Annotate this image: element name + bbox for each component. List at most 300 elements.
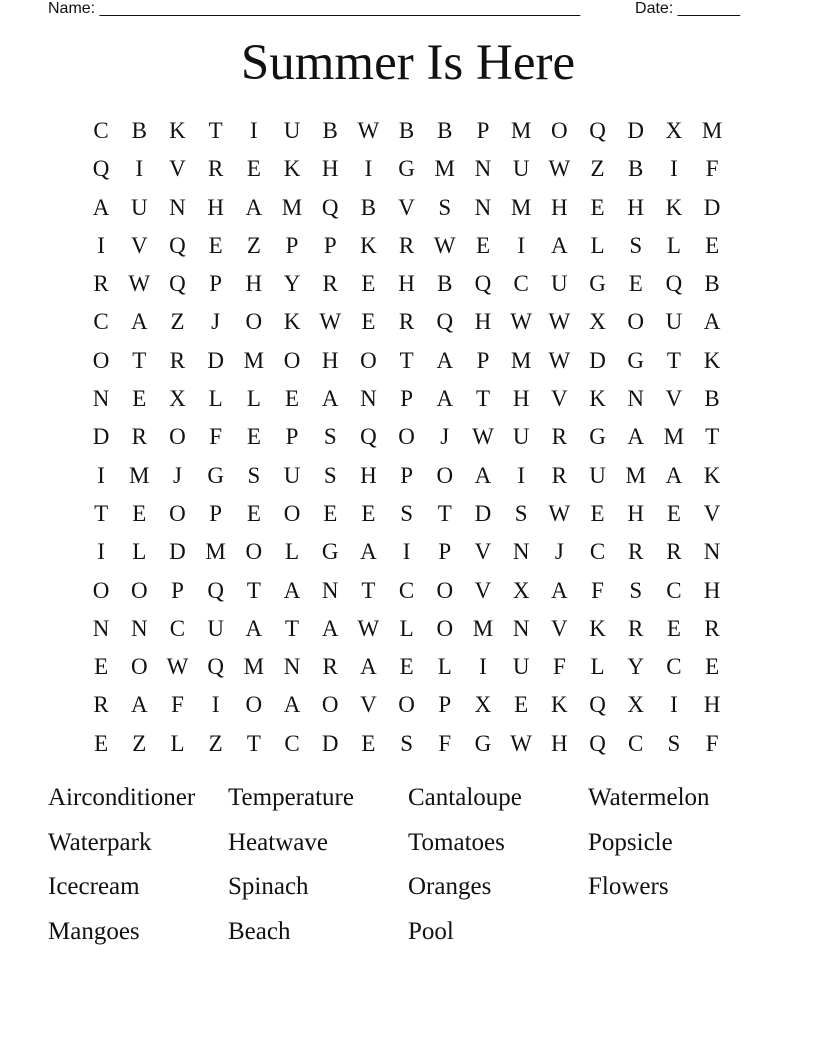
grid-cell[interactable]: U xyxy=(207,615,224,641)
grid-cell[interactable]: P xyxy=(323,232,337,258)
grid-cell[interactable]: Q xyxy=(360,424,377,450)
grid-cell[interactable]: O xyxy=(245,309,263,335)
grid-cell[interactable]: R xyxy=(131,424,147,450)
grid-cell[interactable]: A xyxy=(474,462,492,488)
grid-cell[interactable]: V xyxy=(398,194,415,220)
grid-cell[interactable]: L xyxy=(170,730,185,756)
grid-cell[interactable]: I xyxy=(364,156,373,182)
grid-cell[interactable]: N xyxy=(627,386,645,412)
grid-cell[interactable]: R xyxy=(704,615,720,641)
grid-cell[interactable]: D xyxy=(321,730,339,756)
grid-cell[interactable]: S xyxy=(400,730,413,756)
grid-cell[interactable]: R xyxy=(322,654,338,680)
grid-cell[interactable]: X xyxy=(589,309,606,335)
grid-cell[interactable]: P xyxy=(400,462,413,488)
grid-cell[interactable]: V xyxy=(474,539,492,565)
grid-cell[interactable]: N xyxy=(512,615,530,641)
grid-cell[interactable]: R xyxy=(169,347,186,373)
grid-cell[interactable]: Z xyxy=(170,309,185,335)
grid-cell[interactable]: D xyxy=(474,500,492,526)
grid-cell[interactable]: J xyxy=(172,462,182,488)
grid-cell[interactable]: M xyxy=(625,462,646,488)
grid-cell[interactable]: V xyxy=(665,386,683,412)
grid-cell[interactable]: O xyxy=(283,347,301,373)
grid-cell[interactable]: G xyxy=(474,730,492,756)
date-field[interactable]: Date: _______ xyxy=(635,0,740,17)
grid-cell[interactable]: I xyxy=(402,539,411,565)
grid-cell[interactable]: W xyxy=(357,615,380,641)
grid-cell[interactable]: T xyxy=(705,424,720,450)
grid-cell[interactable]: M xyxy=(701,118,723,143)
grid-cell[interactable]: S xyxy=(514,500,528,526)
grid-cell[interactable]: C xyxy=(93,309,109,335)
grid-cell[interactable]: J xyxy=(554,539,564,565)
grid-cell[interactable]: I xyxy=(250,118,258,143)
grid-cell[interactable]: G xyxy=(627,347,645,373)
grid-cell[interactable]: T xyxy=(285,615,300,641)
grid-cell[interactable]: A xyxy=(360,539,377,565)
grid-cell[interactable]: S xyxy=(667,730,681,756)
grid-cell[interactable]: W xyxy=(548,500,571,526)
grid-cell[interactable]: L xyxy=(246,386,261,412)
grid-cell[interactable]: A xyxy=(92,194,110,220)
grid-cell[interactable]: T xyxy=(399,347,414,373)
grid-cell[interactable]: O xyxy=(130,654,148,680)
grid-row xyxy=(82,227,732,265)
grid-cell[interactable]: N xyxy=(321,577,339,603)
grid-cell[interactable]: B xyxy=(704,386,720,412)
grid-cell[interactable]: E xyxy=(666,615,681,641)
grid-cell[interactable]: S xyxy=(629,577,643,603)
grid-cell[interactable]: O xyxy=(245,692,263,718)
grid-cell[interactable]: O xyxy=(169,424,186,450)
grid-cell[interactable]: K xyxy=(703,462,721,488)
grid-cell[interactable]: N xyxy=(703,539,721,565)
grid-cell[interactable]: P xyxy=(171,577,184,603)
grid-cell[interactable]: I xyxy=(97,232,105,258)
grid-cell[interactable]: E xyxy=(323,500,338,526)
grid-cell[interactable]: U xyxy=(283,118,301,143)
grid-cell[interactable]: N xyxy=(92,386,110,412)
grid-cell[interactable]: O xyxy=(360,347,377,373)
grid-cell[interactable]: L xyxy=(666,232,681,258)
grid-cell[interactable]: E xyxy=(705,654,720,680)
grid-cell[interactable]: H xyxy=(321,156,339,182)
grid-cell[interactable]: Q xyxy=(589,730,606,756)
grid-cell[interactable]: Q xyxy=(589,692,606,718)
grid-cell[interactable]: E xyxy=(361,500,376,526)
grid-cell[interactable]: L xyxy=(590,232,605,258)
grid-cell[interactable]: E xyxy=(628,271,643,297)
grid-cell[interactable]: U xyxy=(512,156,530,182)
grid-cell[interactable]: E xyxy=(361,309,376,335)
grid-row xyxy=(82,150,732,188)
grid-cell[interactable]: Z xyxy=(208,730,223,756)
grid-cell[interactable]: P xyxy=(400,386,413,412)
grid-cell[interactable]: E xyxy=(705,232,720,258)
grid-cell[interactable]: V xyxy=(551,386,568,412)
grid-cell[interactable]: R xyxy=(207,156,224,182)
grid-cell[interactable]: H xyxy=(627,500,645,526)
grid-cell[interactable]: N xyxy=(92,615,110,641)
grid-cell[interactable]: G xyxy=(207,462,224,488)
grid-cell[interactable]: P xyxy=(285,232,299,258)
grid-cell[interactable]: Z xyxy=(132,730,147,756)
grid-row xyxy=(82,610,732,648)
grid-cell[interactable]: U xyxy=(512,424,530,450)
grid-cell[interactable]: P xyxy=(438,692,452,718)
grid-cell[interactable]: A xyxy=(130,692,148,718)
grid-cell[interactable]: O xyxy=(92,577,110,603)
grid-cell[interactable]: S xyxy=(400,500,413,526)
grid-cell[interactable]: U xyxy=(130,194,148,220)
grid-cell[interactable]: O xyxy=(436,462,454,488)
grid-cell[interactable]: A xyxy=(321,615,339,641)
grid-cell[interactable]: L xyxy=(399,615,414,641)
grid-cell[interactable]: R xyxy=(551,462,568,488)
grid-cell[interactable]: G xyxy=(398,156,415,182)
grid-cell[interactable]: U xyxy=(589,462,606,488)
name-field[interactable]: Name: ______________________________________________________ xyxy=(48,0,581,17)
grid-cell[interactable]: V xyxy=(130,232,148,258)
grid-cell[interactable]: A xyxy=(436,347,454,373)
grid-cell[interactable]: W xyxy=(548,309,571,335)
grid-cell[interactable]: W xyxy=(319,309,342,335)
grid-cell[interactable]: F xyxy=(552,654,566,680)
grid-cell[interactable]: I xyxy=(135,156,144,182)
grid-cell[interactable]: Y xyxy=(283,271,301,297)
grid-cell[interactable]: F xyxy=(705,730,719,756)
grid-cell[interactable]: T xyxy=(208,118,223,143)
grid-cell[interactable]: H xyxy=(245,271,263,297)
grid-cell[interactable]: C xyxy=(666,654,682,680)
grid-cell[interactable]: R xyxy=(93,271,109,297)
word-list-item: Pool xyxy=(408,918,454,946)
grid-cell[interactable]: M xyxy=(510,118,532,143)
grid-cell[interactable]: O xyxy=(245,539,263,565)
grid-cell[interactable]: Y xyxy=(627,654,645,680)
grid-cell[interactable]: P xyxy=(476,118,490,143)
grid-cell[interactable]: S xyxy=(438,194,452,220)
grid-cell[interactable]: X xyxy=(665,118,683,143)
grid-cell[interactable]: E xyxy=(514,692,529,718)
grid-cell[interactable]: I xyxy=(517,462,525,488)
grid-cell[interactable]: E xyxy=(590,500,605,526)
grid-cell[interactable]: S xyxy=(629,232,643,258)
grid-cell[interactable]: X xyxy=(169,386,186,412)
grid-cell[interactable]: D xyxy=(589,347,606,373)
grid-cell[interactable]: C xyxy=(666,577,682,603)
grid-cell[interactable]: R xyxy=(398,232,415,258)
grid-cell[interactable]: Q xyxy=(436,309,454,335)
grid-cell[interactable]: W xyxy=(548,156,571,182)
grid-cell[interactable]: E xyxy=(246,500,261,526)
grid-cell[interactable]: R xyxy=(322,271,338,297)
grid-cell[interactable]: H xyxy=(360,462,377,488)
grid-cell[interactable]: B xyxy=(628,156,644,182)
grid-cell[interactable]: R xyxy=(93,692,109,718)
grid-cell[interactable]: N xyxy=(283,654,301,680)
grid-cell[interactable]: P xyxy=(476,347,490,373)
grid-cell[interactable]: E xyxy=(246,424,261,450)
grid-cell[interactable]: Q xyxy=(589,118,606,143)
grid-cell[interactable]: B xyxy=(322,118,338,143)
grid-cell[interactable]: D xyxy=(207,347,224,373)
grid-cell[interactable]: W xyxy=(357,118,380,143)
grid-cell[interactable]: B xyxy=(398,118,415,143)
grid-row xyxy=(82,418,732,456)
grid-cell[interactable]: H xyxy=(512,386,530,412)
grid-cell[interactable]: I xyxy=(211,692,220,718)
grid-cell[interactable]: M xyxy=(129,462,150,488)
grid-cell[interactable]: M xyxy=(663,424,685,450)
grid-cell[interactable]: N xyxy=(169,194,186,220)
grid-cell[interactable]: L xyxy=(590,654,605,680)
grid-cell[interactable]: W xyxy=(128,271,151,297)
grid-cell[interactable]: C xyxy=(284,730,300,756)
grid-cell[interactable]: K xyxy=(360,232,377,258)
grid-cell[interactable]: E xyxy=(361,730,376,756)
grid-cell[interactable]: N xyxy=(360,386,377,412)
grid-cell[interactable]: L xyxy=(208,386,223,412)
grid-cell[interactable]: V xyxy=(360,692,377,718)
grid-cell[interactable]: E xyxy=(94,730,109,756)
page-title: Summer Is Here xyxy=(240,35,576,91)
grid-cell[interactable]: W xyxy=(433,232,456,258)
grid-cell[interactable]: B xyxy=(437,271,453,297)
grid-cell[interactable]: T xyxy=(437,500,452,526)
grid-cell[interactable]: M xyxy=(472,615,494,641)
grid-cell[interactable]: I xyxy=(97,462,105,488)
grid-cell[interactable]: A xyxy=(665,462,683,488)
grid-cell[interactable]: G xyxy=(589,424,606,450)
grid-cell[interactable]: E xyxy=(208,232,223,258)
grid-cell[interactable]: T xyxy=(246,730,261,756)
grid-cell[interactable]: K xyxy=(551,692,568,718)
grid-cell[interactable]: I xyxy=(479,654,487,680)
grid-cell[interactable]: O xyxy=(130,577,148,603)
grid-cell[interactable]: K xyxy=(169,118,186,143)
grid-cell[interactable]: K xyxy=(589,386,606,412)
grid-row xyxy=(82,342,732,380)
grid-cell[interactable]: U xyxy=(665,309,683,335)
grid-cell[interactable]: Q xyxy=(92,156,110,182)
grid-cell[interactable]: U xyxy=(512,654,530,680)
grid-cell[interactable]: C xyxy=(628,730,644,756)
grid-cell[interactable]: Q xyxy=(665,271,683,297)
grid-cell[interactable]: T xyxy=(246,577,261,603)
grid-cell[interactable]: Q xyxy=(474,271,492,297)
grid-cell[interactable]: Z xyxy=(246,232,261,258)
grid-cell[interactable]: Q xyxy=(207,577,224,603)
grid-cell[interactable]: B xyxy=(437,118,453,143)
grid-cell[interactable]: A xyxy=(283,692,301,718)
grid-cell[interactable]: V xyxy=(474,577,492,603)
grid-cell[interactable]: F xyxy=(209,424,223,450)
grid-cell[interactable]: E xyxy=(246,156,261,182)
grid-cell[interactable]: M xyxy=(243,347,265,373)
grid-cell[interactable]: J xyxy=(211,309,221,335)
grid-cell[interactable]: D xyxy=(627,118,645,143)
grid-cell[interactable]: K xyxy=(283,156,301,182)
grid-cell[interactable]: J xyxy=(440,424,450,450)
grid-cell[interactable]: U xyxy=(283,462,301,488)
grid-cell[interactable]: G xyxy=(321,539,339,565)
grid-cell[interactable]: X xyxy=(474,692,492,718)
grid-cell[interactable]: N xyxy=(512,539,530,565)
grid-cell[interactable]: T xyxy=(475,386,490,412)
grid-cell[interactable]: D xyxy=(703,194,721,220)
grid-cell[interactable]: M xyxy=(510,347,532,373)
grid-cell[interactable]: O xyxy=(283,500,301,526)
grid-cell[interactable]: A xyxy=(703,309,721,335)
grid-cell[interactable]: I xyxy=(517,232,525,258)
grid-cell[interactable]: Q xyxy=(207,654,224,680)
grid-cell[interactable]: Q xyxy=(169,271,186,297)
grid-cell[interactable]: H xyxy=(321,347,339,373)
grid-cell[interactable]: G xyxy=(589,271,606,297)
grid-cell[interactable]: A xyxy=(321,386,339,412)
grid-cell[interactable]: W xyxy=(548,347,571,373)
grid-cell[interactable]: I xyxy=(670,692,678,718)
grid-cell[interactable]: T xyxy=(666,347,681,373)
grid-cell[interactable]: S xyxy=(323,462,337,488)
grid-cell[interactable]: E xyxy=(666,500,681,526)
grid-cell[interactable]: X xyxy=(627,692,645,718)
grid-cell[interactable]: F xyxy=(438,730,452,756)
grid-cell[interactable]: T xyxy=(94,500,109,526)
grid-cell[interactable]: T xyxy=(361,577,376,603)
grid-cell[interactable]: V xyxy=(703,500,721,526)
grid-cell[interactable]: C xyxy=(589,539,606,565)
grid-cell[interactable]: A xyxy=(436,386,454,412)
grid-cell[interactable]: P xyxy=(438,539,452,565)
grid-cell[interactable]: E xyxy=(361,271,376,297)
grid-row xyxy=(82,686,732,724)
grid-cell[interactable]: O xyxy=(398,424,415,450)
grid-cell[interactable]: O xyxy=(436,577,454,603)
grid-cell[interactable]: K xyxy=(703,347,721,373)
grid-cell[interactable]: B xyxy=(360,194,377,220)
grid-cell[interactable]: O xyxy=(627,309,645,335)
grid-cell[interactable]: O xyxy=(321,692,339,718)
grid-cell[interactable]: H xyxy=(703,692,721,718)
grid-cell[interactable]: M xyxy=(281,194,303,220)
grid-cell[interactable]: A xyxy=(283,577,301,603)
grid-cell[interactable]: V xyxy=(169,156,186,182)
grid-cell[interactable]: H xyxy=(551,194,568,220)
grid-cell[interactable]: R xyxy=(398,309,415,335)
grid-cell[interactable]: L xyxy=(437,654,452,680)
grid-cell[interactable]: C xyxy=(93,118,109,143)
grid-cell[interactable]: V xyxy=(551,615,568,641)
grid-cell[interactable]: M xyxy=(434,156,455,182)
grid-cell[interactable]: W xyxy=(166,654,189,680)
grid-cell[interactable]: P xyxy=(209,271,223,297)
grid-cell[interactable]: K xyxy=(589,615,606,641)
grid-cell[interactable]: K xyxy=(665,194,683,220)
grid-cell[interactable]: H xyxy=(207,194,224,220)
grid-cell[interactable]: L xyxy=(285,539,300,565)
grid-cell[interactable]: O xyxy=(92,347,110,373)
grid-cell[interactable]: H xyxy=(398,271,415,297)
grid-cell[interactable]: D xyxy=(169,539,186,565)
grid-cell[interactable]: I xyxy=(670,156,678,182)
grid-cell[interactable]: A xyxy=(627,424,645,450)
grid-cell[interactable]: E xyxy=(399,654,414,680)
grid-cell[interactable]: F xyxy=(171,692,184,718)
grid-cell[interactable]: R xyxy=(628,539,644,565)
grid-cell[interactable]: I xyxy=(97,539,105,565)
grid-cell[interactable]: E xyxy=(94,654,109,680)
grid-cell[interactable]: Z xyxy=(590,156,605,182)
grid-cell[interactable]: O xyxy=(551,118,568,143)
grid-cell[interactable]: P xyxy=(209,500,223,526)
grid-cell[interactable]: O xyxy=(398,692,415,718)
grid-cell[interactable]: Q xyxy=(321,194,339,220)
grid-row xyxy=(82,495,732,533)
grid-cell[interactable]: A xyxy=(245,194,263,220)
grid-cell[interactable]: N xyxy=(130,615,148,641)
grid-cell[interactable]: A xyxy=(551,232,568,258)
grid-cell[interactable]: M xyxy=(510,194,532,220)
grid-cell[interactable]: N xyxy=(474,156,492,182)
grid-cell[interactable]: L xyxy=(132,539,147,565)
grid-cell[interactable]: R xyxy=(551,424,568,450)
grid-cell[interactable]: A xyxy=(551,577,568,603)
grid-cell[interactable]: E xyxy=(132,500,147,526)
grid-cell[interactable]: F xyxy=(591,577,604,603)
grid-cell[interactable]: E xyxy=(285,386,300,412)
grid-cell[interactable]: H xyxy=(703,577,721,603)
grid-cell[interactable]: A xyxy=(130,309,148,335)
grid-cell[interactable]: E xyxy=(132,386,147,412)
grid-cell[interactable]: O xyxy=(436,615,454,641)
grid-cell[interactable]: T xyxy=(132,347,147,373)
grid-cell[interactable]: M xyxy=(243,654,265,680)
grid-cell[interactable]: W xyxy=(472,424,494,450)
grid-cell[interactable]: E xyxy=(590,194,605,220)
grid-cell[interactable]: D xyxy=(92,424,110,450)
grid-cell[interactable]: S xyxy=(247,462,261,488)
grid-cell[interactable]: X xyxy=(512,577,530,603)
grid-cell[interactable]: E xyxy=(475,232,490,258)
grid-cell[interactable]: N xyxy=(474,194,492,220)
grid-cell[interactable]: F xyxy=(705,156,719,182)
grid-cell[interactable]: B xyxy=(131,118,147,143)
grid-cell[interactable]: A xyxy=(360,654,377,680)
grid-cell[interactable]: C xyxy=(513,271,529,297)
grid-cell[interactable]: P xyxy=(285,424,299,450)
grid-cell[interactable]: H xyxy=(474,309,492,335)
grid-cell[interactable]: W xyxy=(510,730,533,756)
grid-cell[interactable]: U xyxy=(551,271,568,297)
grid-cell[interactable]: C xyxy=(169,615,186,641)
grid-cell[interactable]: K xyxy=(283,309,301,335)
grid-cell[interactable]: B xyxy=(704,271,720,297)
grid-cell[interactable]: Q xyxy=(169,232,186,258)
grid-cell[interactable]: H xyxy=(627,194,645,220)
grid-cell[interactable]: W xyxy=(510,309,533,335)
grid-cell[interactable]: C xyxy=(398,577,415,603)
grid-cell[interactable]: R xyxy=(628,615,644,641)
grid-cell[interactable]: M xyxy=(205,539,226,565)
grid-cell[interactable]: R xyxy=(666,539,682,565)
grid-cell[interactable]: H xyxy=(551,730,568,756)
grid-cell[interactable]: A xyxy=(245,615,263,641)
grid-cell[interactable]: O xyxy=(169,500,186,526)
grid-cell[interactable]: S xyxy=(323,424,337,450)
